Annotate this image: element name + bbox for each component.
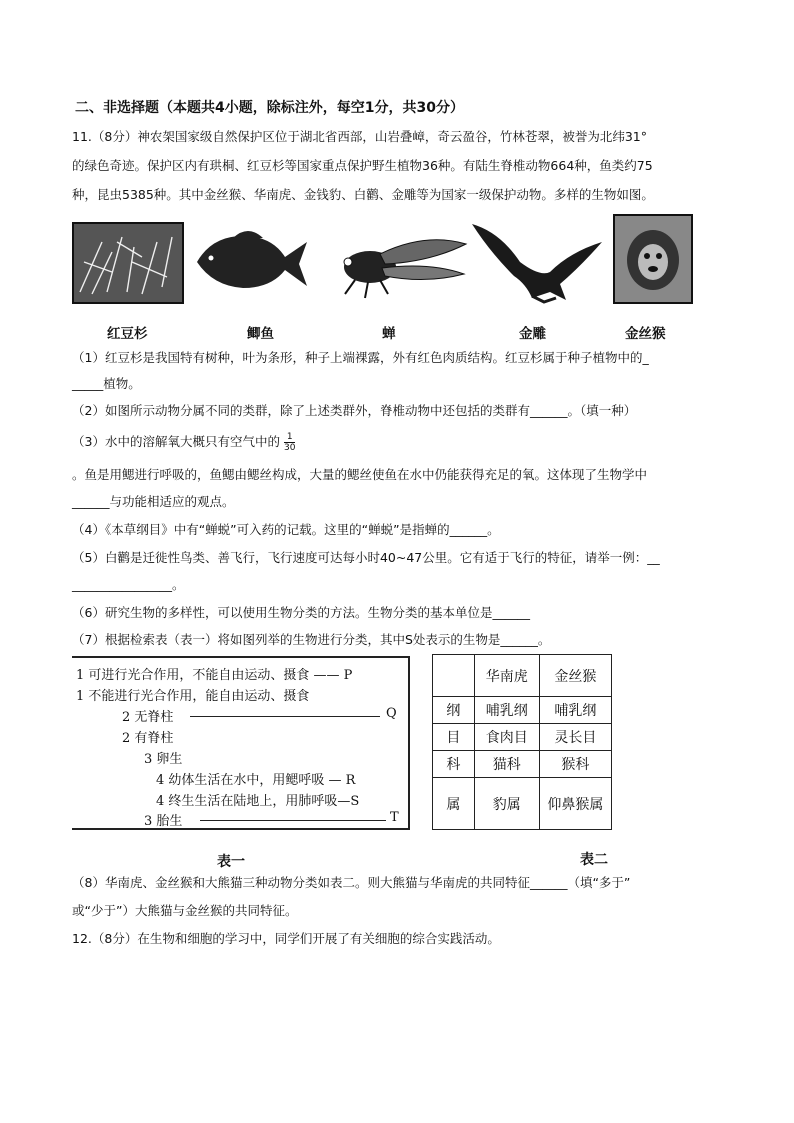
q11-sub5-line2: ________________。	[72, 577, 185, 592]
q11-sub1-line2: _____植物。	[72, 376, 141, 391]
table-row	[433, 751, 612, 778]
label-golden-eagle: 金雕	[519, 326, 546, 342]
table2-rank: 目	[433, 724, 475, 751]
section-title: 二、非选择题（本题共4小题，除标注外，每空1分，共30分）	[75, 100, 464, 116]
key-line-2: 1 不能进行光合作用，能自由运动、摄食	[76, 689, 310, 704]
fraction-numerator: 1	[284, 432, 295, 443]
q11-sub3-line3: ______与功能相适应的观点。	[72, 494, 235, 509]
label-golden-monkey: 金丝猴	[625, 326, 666, 342]
table2-cell: 猴科	[539, 751, 611, 778]
table2-cell: 灵长目	[539, 724, 611, 751]
key-line-8: 3 胎生	[144, 814, 183, 829]
golden-eagle-image	[470, 222, 605, 304]
table2-rank: 属	[433, 778, 475, 830]
label-crucian-carp: 鲫鱼	[247, 326, 274, 342]
golden-snub-nosed-monkey-image	[613, 214, 693, 304]
q12-intro: 12.（8分）在生物和细胞的学习中，同学们开展了有关细胞的综合实践活动。	[72, 931, 500, 946]
key-line-4: 2 有脊柱	[122, 731, 174, 746]
cicada-image	[330, 222, 470, 304]
key-line-5: 3 卵生	[144, 752, 183, 767]
table1-caption: 表一	[217, 854, 245, 870]
q11-line-1: 11.（8分）神农架国家级自然保护区位于湖北省西部，山岩叠嶂，奇云盈谷，竹林苍翠，被誉为北纬31°	[72, 129, 647, 144]
q11-sub2: （2）如图所示动物分属不同的类群，除了上述类群外，脊椎动物中还包括的类群有______。（填一种）	[72, 403, 637, 418]
q11-sub3-text: （3）水中的溶解氧大概只有空气中的	[72, 434, 280, 449]
label-cicada: 蝉	[382, 326, 396, 342]
q11-sub7: （7）根据检索表（表一）将如图列举的生物进行分类，其中S处表示的生物是______。	[72, 632, 551, 647]
q11-sub1-line1: （1）红豆杉是我国特有树种，叶为条形，种子上端裸露，外有红色肉质结构。红豆杉属于种子植物中的_	[72, 350, 649, 365]
table2-cell: 哺乳纲	[474, 697, 539, 724]
dichotomous-key	[72, 656, 410, 830]
table2-header-row	[433, 655, 612, 697]
q11-sub5-line1: （5）白鹳是迁徙性鸟类、善飞行，飞行速度可达每小时40~47公里。它有适于飞行的特征，请举一例：__	[72, 550, 660, 565]
q11-sub3-line1	[72, 428, 295, 456]
key-leader-t	[200, 820, 386, 821]
q11-sub6: （6）研究生物的多样性，可以使用生物分类的方法。生物分类的基本单位是______	[72, 605, 530, 620]
table2-cell: 豹属	[474, 778, 539, 830]
table2-rank: 纲	[433, 697, 475, 724]
q11-sub3-line2: 。鱼是用鳃进行呼吸的，鱼鳃由鳃丝构成，大量的鳃丝使鱼在水中仍能获得充足的氧。这体现了生物学中	[72, 467, 648, 482]
q11-sub8-line2: 或“少于”）大熊猫与金丝猴的共同特征。	[72, 903, 298, 918]
classification-table	[432, 654, 612, 834]
table2-corner	[433, 655, 475, 697]
table-row	[433, 778, 612, 830]
table-row	[433, 724, 612, 751]
fraction	[284, 432, 295, 453]
table2-cell: 猫科	[474, 751, 539, 778]
table-row	[433, 697, 612, 724]
q11-sub4: （4）《本草纲目》中有“蝉蜕”可入药的记载。这里的“蝉蜕”是指蝉的______。	[72, 522, 500, 537]
table2-rank: 科	[433, 751, 475, 778]
key-line-6: 4 幼体生活在水中，用鳃呼吸 — R	[156, 773, 356, 788]
table2-header-tiger: 华南虎	[474, 655, 539, 697]
q11-line-3: 种，昆虫5385种。其中金丝猴、华南虎、金钱豹、白鹳、金雕等为国家一级保护动物。多样的生物如图。	[72, 187, 654, 202]
label-yew: 红豆杉	[107, 326, 148, 342]
q11-sub8-line1: （8）华南虎、金丝猴和大熊猫三种动物分类如表二。则大熊猫与华南虎的共同特征______（填“多于”	[72, 875, 631, 890]
table2-header-monkey: 金丝猴	[539, 655, 611, 697]
key-leader-q	[190, 716, 380, 717]
yew-image	[72, 222, 184, 304]
crucian-carp-image	[193, 222, 311, 304]
table2-cell: 哺乳纲	[539, 697, 611, 724]
table2-cell: 食肉目	[474, 724, 539, 751]
table2-caption: 表二	[580, 852, 608, 868]
table2-cell: 仰鼻猴属	[539, 778, 611, 830]
q11-line-2: 的绿色奇迹。保护区内有珙桐、红豆杉等国家重点保护野生植物36种。有陆生脊椎动物664种，鱼类约75	[72, 158, 653, 173]
key-end-q: Q	[386, 706, 397, 721]
key-line-1: 1 可进行光合作用，不能自由运动、摄食 —— P	[76, 668, 353, 683]
key-line-3: 2 无脊柱	[122, 710, 174, 725]
fraction-denominator: 30	[283, 443, 296, 453]
key-end-t: T	[390, 810, 399, 825]
key-line-7: 4 终生生活在陆地上，用肺呼吸—S	[156, 794, 360, 809]
